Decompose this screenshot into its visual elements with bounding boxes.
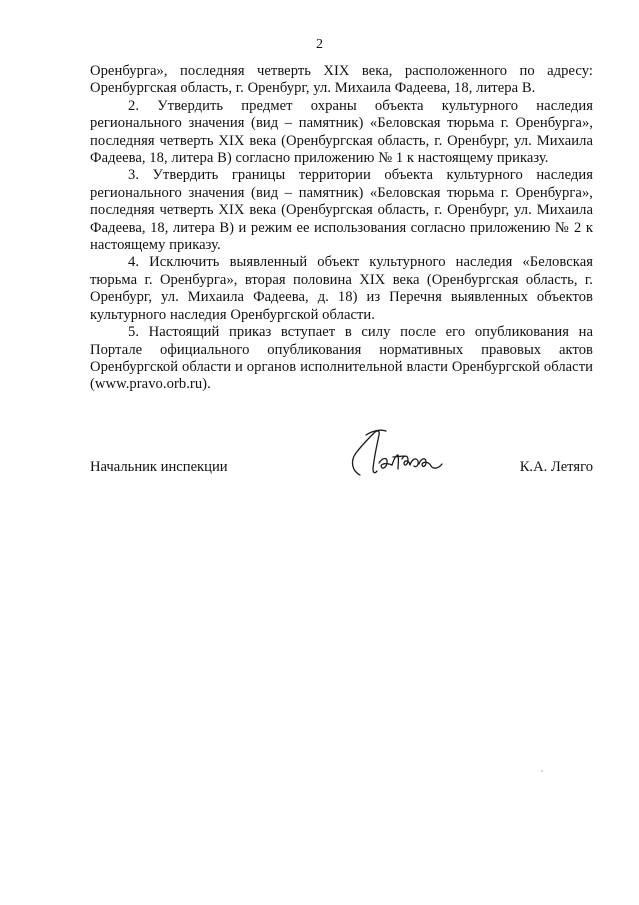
signatory-name: К.А. Летяго <box>519 459 593 475</box>
page-number: 2 <box>316 37 323 52</box>
paragraph-continuation: Оренбурга», последняя четверть XIX века, расположенного по адресу: Оренбургская область, г. Оренбург, ул. Михаила Фадеева, 18, литера В. <box>90 63 593 97</box>
paragraph-item-3: 3. Утвердить границы территории объекта культурного наследия регионального значения (вид – памятник) «Беловская тюрьма г. Оренбурга», последняя четверть XIX века (Оренбургская область, г. Оренбург, ул. Михаила Фадеева, 18, литера В) и режим ее использования согласно приложению № 2 к настоящему приказу. <box>90 167 593 254</box>
document-body <box>90 63 593 394</box>
scan-artifact <box>541 770 543 772</box>
paragraph-item-4: 4. Исключить выявленный объект культурного наследия «Беловская тюрьма г. Оренбурга», вторая половина XIX века (Оренбургская область, г. Оренбург, ул. Михаила Фадеева, д. 18) из Перечня выявленных объектов культурного наследия Оренбургской области. <box>90 254 593 323</box>
paragraph-item-5: 5. Настоящий приказ вступает в силу после его опубликования на Портале официального опубликования нормативных правовых актов Оренбургской области и органов исполнительной власти Оренбургской области (www.pravo.orb.ru). <box>90 324 593 393</box>
signature-block <box>90 458 593 480</box>
paragraph-item-2: 2. Утвердить предмет охраны объекта культурного наследия регионального значения (вид – памятник) «Беловская тюрьма г. Оренбурга», последняя четверть XIX века (Оренбургская область, г. Оренбург, ул. Михаила Фадеева, 18, литера В) согласно приложению № 1 к настоящему приказу. <box>90 97 593 167</box>
signatory-title: Начальник инспекции <box>90 459 228 475</box>
